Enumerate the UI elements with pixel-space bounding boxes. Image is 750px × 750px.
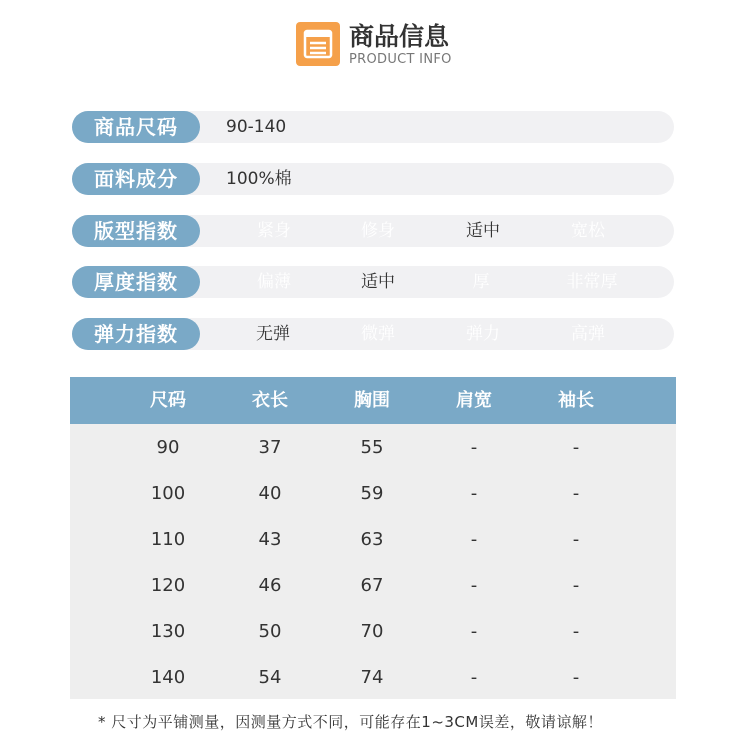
- table-row: [70, 517, 676, 563]
- measurement-note: * 尺寸为平铺测量，因测量方式不同，可能存在1~3CM误差，敬请谅解！: [98, 713, 603, 731]
- table-cell: 130: [150, 621, 186, 642]
- table-row: [70, 471, 676, 517]
- column-header-size: 尺码: [150, 390, 186, 411]
- option-medium: 适中: [361, 272, 395, 292]
- document-list-icon: [296, 22, 340, 66]
- table-row: [70, 563, 676, 609]
- table-cell: 50: [258, 621, 282, 642]
- attribute-row-fit: [72, 215, 674, 247]
- table-cell: 90: [156, 437, 180, 458]
- table-cell: 67: [360, 575, 384, 596]
- attribute-row-thickness: [72, 266, 674, 298]
- column-header-length: 衣长: [252, 390, 288, 411]
- table-cell: 140: [150, 667, 186, 688]
- table-cell: 63: [360, 529, 384, 550]
- table-cell: 74: [360, 667, 384, 688]
- section-title: 商品信息: [349, 22, 450, 51]
- option-stretch: 弹力: [466, 324, 500, 344]
- table-cell: 40: [258, 483, 282, 504]
- option-regular: 适中: [466, 221, 500, 241]
- table-cell: -: [470, 437, 478, 458]
- attribute-row-elasticity: [72, 318, 674, 350]
- size-table-header: [70, 377, 676, 424]
- option-slim: 修身: [361, 221, 395, 241]
- attribute-label: 商品尺码: [72, 111, 200, 143]
- table-cell: -: [470, 575, 478, 596]
- table-row: [70, 609, 676, 655]
- table-row: [70, 655, 676, 701]
- table-cell: -: [572, 483, 580, 504]
- table-cell: 59: [360, 483, 384, 504]
- table-cell: 37: [258, 437, 282, 458]
- option-high-stretch: 高弹: [571, 324, 605, 344]
- attribute-row-size: [72, 111, 674, 143]
- attribute-label: 弹力指数: [72, 318, 200, 350]
- option-thick: 厚: [472, 272, 490, 292]
- option-thin: 偏薄: [257, 272, 291, 292]
- attribute-label: 厚度指数: [72, 266, 200, 298]
- table-cell: 54: [258, 667, 282, 688]
- table-cell: -: [572, 667, 580, 688]
- table-cell: -: [470, 621, 478, 642]
- column-header-shoulder: 肩宽: [456, 390, 492, 411]
- option-no-stretch: 无弹: [256, 324, 290, 344]
- table-cell: 70: [360, 621, 384, 642]
- size-table: [70, 377, 676, 699]
- table-cell: -: [572, 529, 580, 550]
- table-cell: -: [572, 575, 580, 596]
- table-cell: -: [470, 667, 478, 688]
- section-subtitle: PRODUCT INFO: [349, 52, 452, 67]
- table-cell: -: [572, 621, 580, 642]
- table-row: [70, 425, 676, 471]
- table-cell: 110: [150, 529, 186, 550]
- table-cell: 120: [150, 575, 186, 596]
- table-cell: 100: [150, 483, 186, 504]
- option-slight-stretch: 微弹: [361, 324, 395, 344]
- table-cell: -: [572, 437, 580, 458]
- option-very-thick: 非常厚: [566, 272, 618, 292]
- table-cell: -: [470, 483, 478, 504]
- attribute-value: 100%棉: [226, 169, 292, 189]
- table-cell: 43: [258, 529, 282, 550]
- attribute-value: 90-140: [226, 117, 287, 137]
- table-cell: -: [470, 529, 478, 550]
- column-header-sleeve: 袖长: [558, 390, 594, 411]
- option-loose: 宽松: [571, 221, 605, 241]
- table-cell: 46: [258, 575, 282, 596]
- option-tight: 紧身: [257, 221, 291, 241]
- attribute-label: 版型指数: [72, 215, 200, 247]
- attribute-row-fabric: [72, 163, 674, 195]
- attribute-label: 面料成分: [72, 163, 200, 195]
- column-header-chest: 胸围: [354, 390, 390, 411]
- table-cell: 55: [360, 437, 384, 458]
